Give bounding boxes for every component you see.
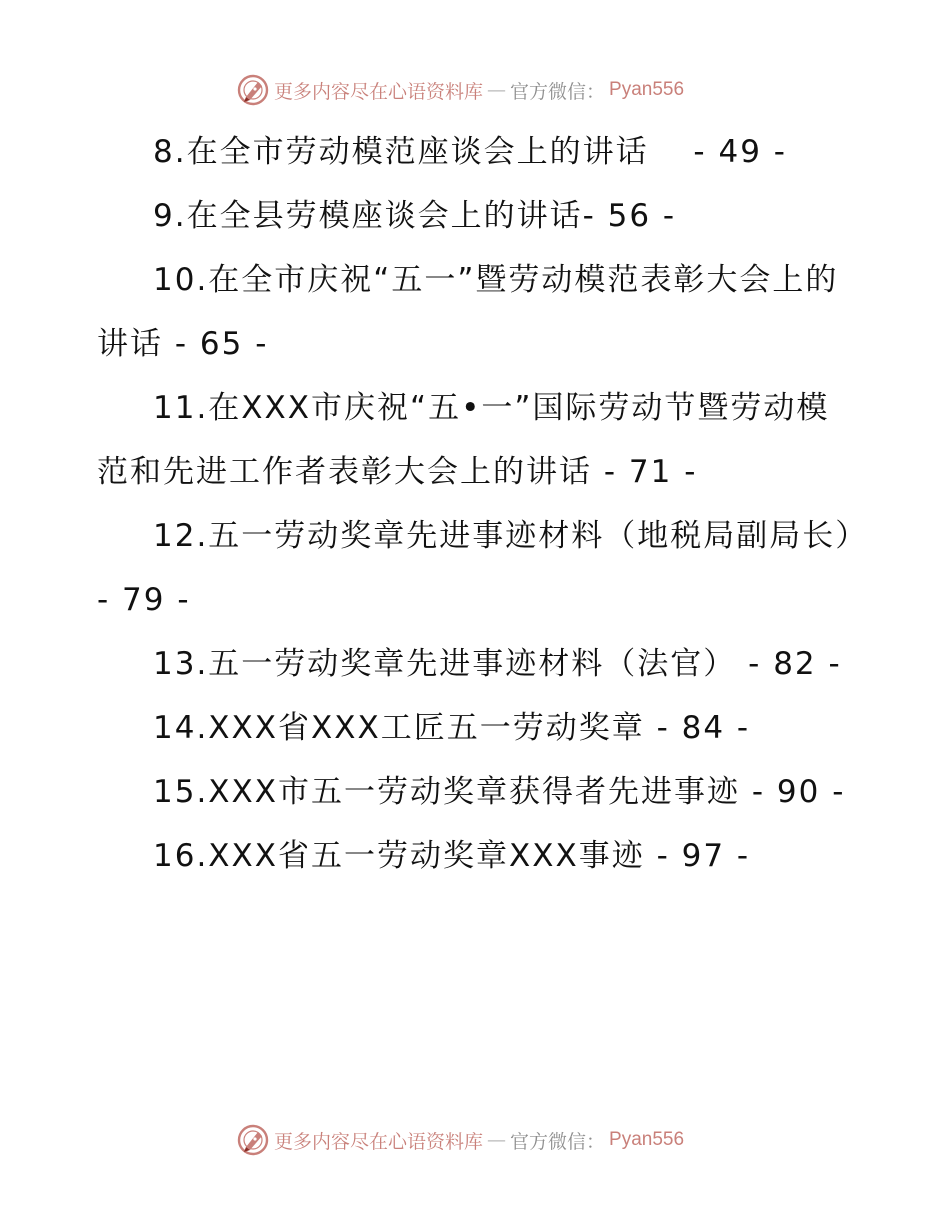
toc-entry: 11.在XXX市庆祝“五•一”国际劳动节暨劳动模范和先进工作者表彰大会上的讲话 - 71 - xyxy=(97,390,830,490)
toc-entry: 15.XXX市五一劳动奖章获得者先进事迹 - 90 - xyxy=(153,774,846,810)
banner-wechat-label: 官方微信： xyxy=(510,1130,606,1153)
banner-separator: — xyxy=(487,79,507,101)
banner-wechat-label: 官方微信： xyxy=(510,80,606,103)
footer-watermark-banner xyxy=(236,1122,684,1158)
banner-separator: — xyxy=(487,1129,507,1151)
toc-entry: 10.在全市庆祝“五一”暨劳动模范表彰大会上的讲话 - 65 - xyxy=(97,262,839,362)
banner-text: 更多内容尽在心语资料库 xyxy=(274,1130,484,1153)
toc-entry: 9.在全县劳模座谈会上的讲话- 56 - xyxy=(153,198,677,234)
pen-nib-logo-icon xyxy=(236,73,270,107)
banner-wechat-id: Pyan556 xyxy=(609,1129,685,1150)
banner-text: 更多内容尽在心语资料库 xyxy=(274,80,484,103)
toc-entry: 12.五一劳动奖章先进事迹材料（地税局副局长） - 79 - xyxy=(97,518,886,618)
toc-entry: 13.五一劳动奖章先进事迹材料（法官） - 82 - xyxy=(153,646,842,682)
pen-nib-logo-icon xyxy=(236,1123,270,1157)
table-of-contents xyxy=(97,120,886,888)
banner-wechat-id: Pyan556 xyxy=(609,79,685,100)
header-watermark-banner xyxy=(236,72,684,108)
toc-entry: 8.在全市劳动模范座谈会上的讲话 - 49 - xyxy=(153,134,787,170)
toc-entry: 14.XXX省XXX工匠五一劳动奖章 - 84 - xyxy=(153,710,751,746)
toc-entry: 16.XXX省五一劳动奖章XXX事迹 - 97 - xyxy=(153,838,751,874)
